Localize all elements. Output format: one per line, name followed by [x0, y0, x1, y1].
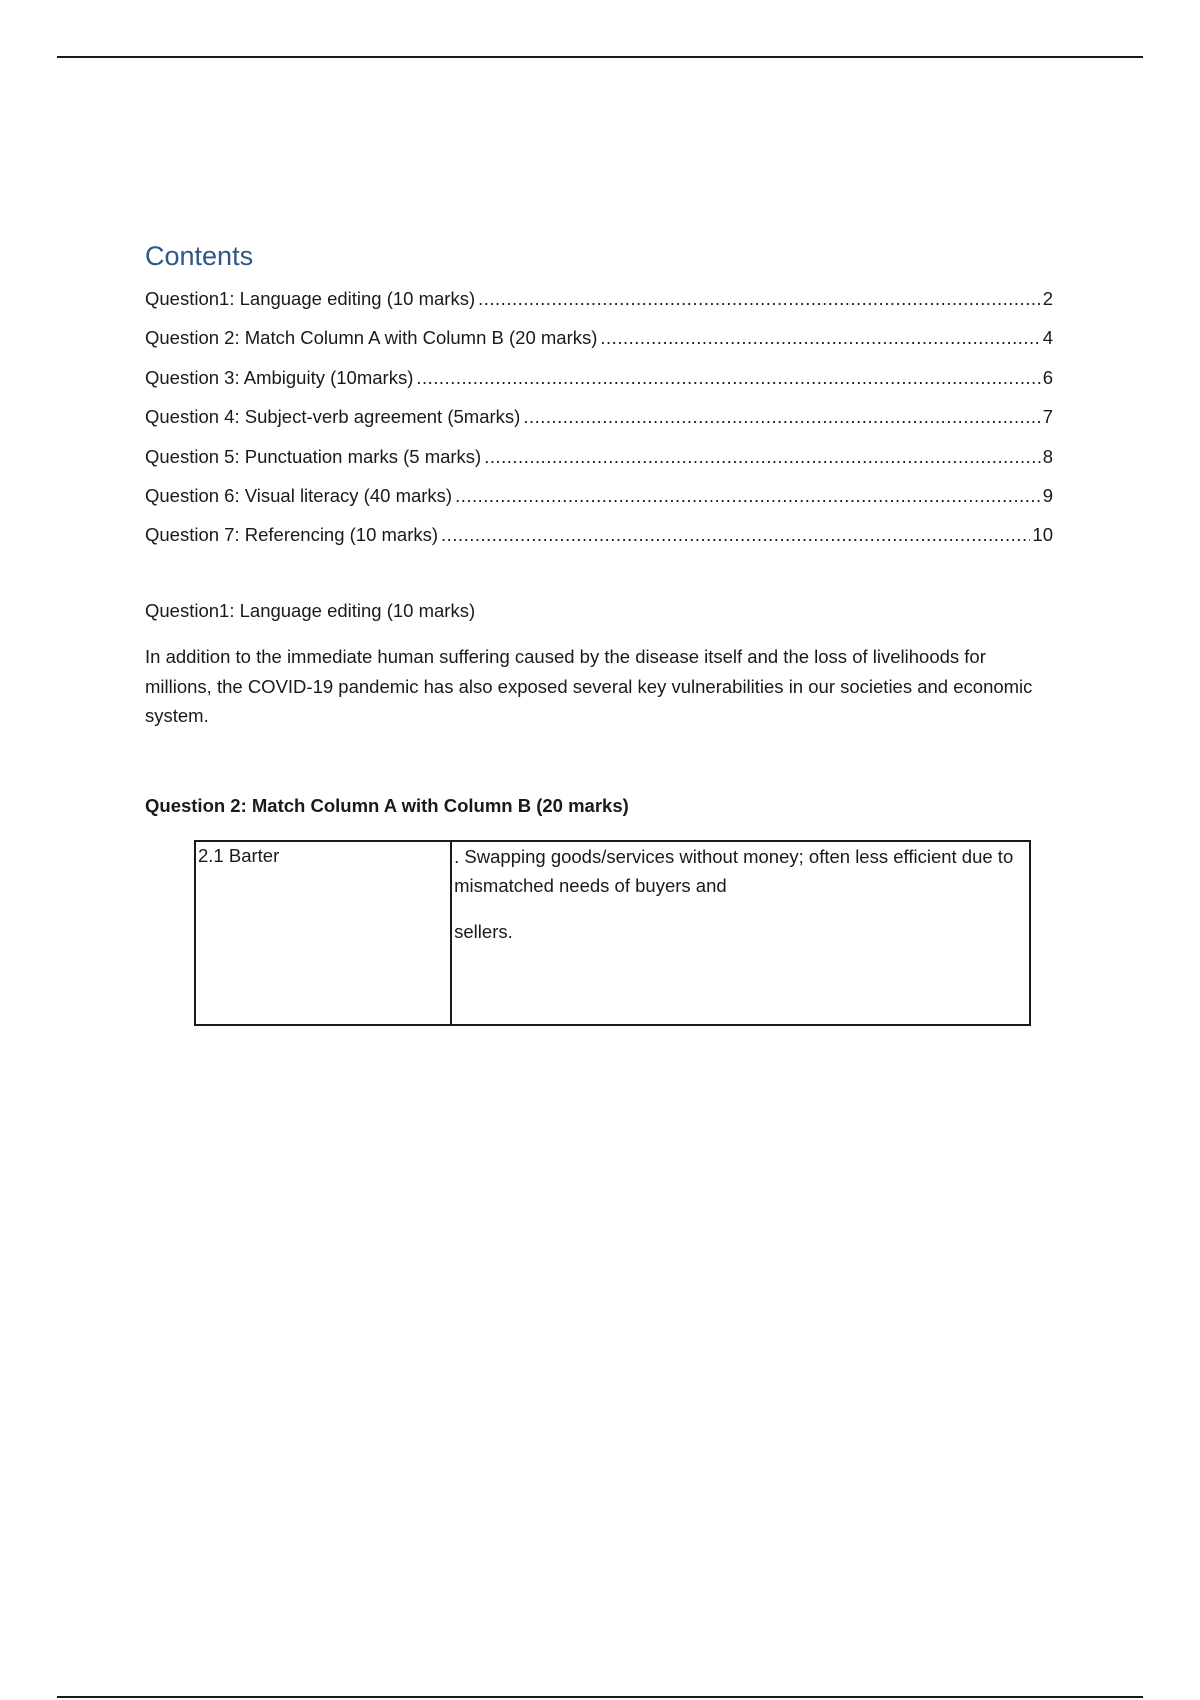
toc-entry-page: 6: [1042, 366, 1053, 388]
toc-dot-leader: [600, 323, 1040, 353]
column-a-cell: 2.1 Barter: [196, 842, 452, 1024]
toc-dot-leader: [416, 363, 1040, 393]
toc-dot-leader: [441, 520, 1030, 550]
toc-entry[interactable]: [145, 402, 1053, 441]
column-b-cell: [452, 842, 1029, 1024]
toc-entry[interactable]: [145, 323, 1053, 362]
question1-heading: Question1: Language editing (10 marks): [145, 600, 476, 621]
match-table: [194, 840, 1031, 1026]
toc-entry-page: 2: [1042, 288, 1053, 309]
toc-entry-page: 9: [1042, 484, 1053, 506]
table-of-contents: [145, 236, 1053, 560]
toc-entry-title: Question 4: Subject-verb agreement (5marks): [145, 406, 521, 428]
toc-entry[interactable]: [145, 284, 1053, 323]
toc-entry[interactable]: [145, 363, 1053, 402]
column-b-text: . Swapping goods/services without money; often less efficient due to mismatched needs of buyers and: [454, 846, 1014, 896]
question1-body: In addition to the immediate human suffering caused by the disease itself and the loss of livelihoods for millions, the COVID-19 pandemic has also exposed several key vulnerabilities in our societies and economic system.: [145, 646, 1033, 726]
toc-heading: Contents: [145, 241, 254, 271]
toc-entry-page: 10: [1032, 524, 1053, 546]
toc-entry-title: Question 7: Referencing (10 marks): [145, 524, 439, 546]
toc-dot-leader: [478, 284, 1041, 314]
toc-entry[interactable]: [145, 520, 1053, 559]
footer-rule: [57, 1696, 1143, 1698]
header-rule: [57, 56, 1143, 58]
toc-dot-leader: [523, 402, 1040, 432]
toc-list: [145, 284, 1053, 560]
toc-entry-title: Question1: Language editing (10 marks): [145, 288, 476, 309]
toc-entry-title: Question 6: Visual literacy (40 marks): [145, 484, 453, 506]
toc-entry-page: 8: [1042, 445, 1053, 467]
question2-heading: Question 2: Match Column A with Column B (20 marks): [145, 795, 629, 816]
toc-entry-page: 4: [1042, 327, 1053, 349]
toc-entry-title: Question 2: Match Column A with Column B (20 marks): [145, 327, 598, 349]
toc-entry-page: 7: [1042, 406, 1053, 428]
toc-dot-leader: [484, 442, 1040, 472]
toc-entry-title: Question 5: Punctuation marks (5 marks): [145, 445, 482, 467]
toc-entry[interactable]: [145, 442, 1053, 481]
column-b-text-continued: sellers.: [454, 921, 513, 942]
toc-entry-title: Question 3: Ambiguity (10marks): [145, 366, 414, 388]
toc-dot-leader: [455, 481, 1041, 511]
toc-entry[interactable]: [145, 481, 1053, 520]
